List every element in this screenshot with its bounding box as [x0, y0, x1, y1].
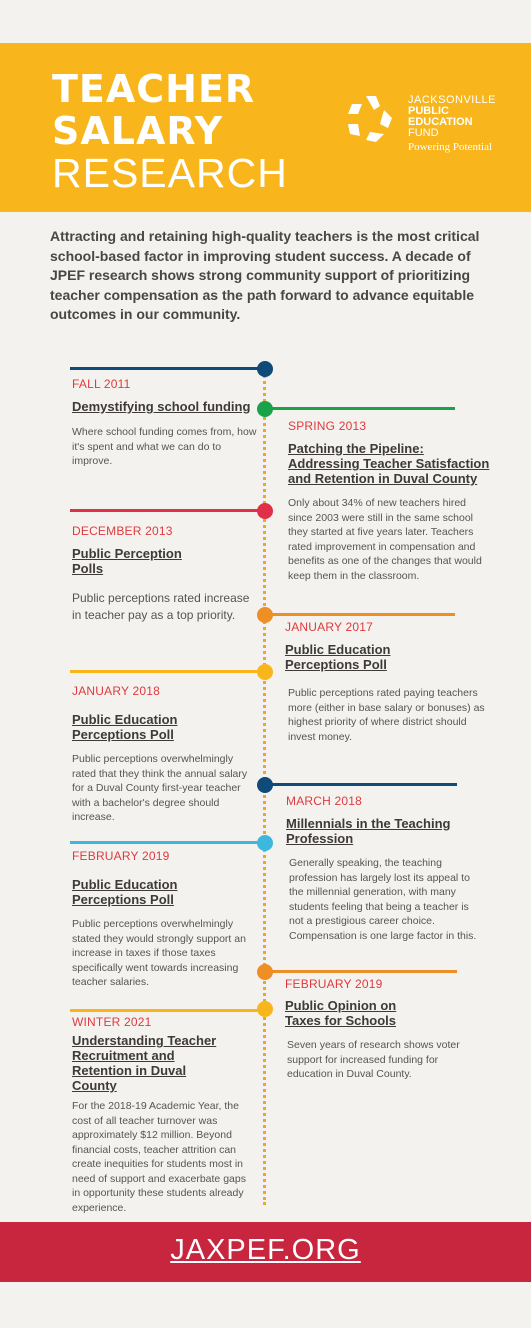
- entry-date: JANUARY 2017: [285, 620, 374, 634]
- timeline-connector: [70, 367, 265, 370]
- entry-description: Seven years of research shows voter support for increased funding for education in Duval County.: [287, 1039, 460, 1080]
- entry-title-link[interactable]: Understanding Teacher Recruitment and Retention in Duval County: [72, 1033, 217, 1093]
- timeline-connector: [265, 613, 455, 616]
- entry-title-link[interactable]: Public Education Perceptions Poll: [72, 877, 178, 907]
- entry-date: FEBRUARY 2019: [72, 849, 170, 863]
- timeline-entry: [288, 419, 493, 583]
- timeline-dot: [257, 401, 273, 417]
- timeline-connector: [70, 1009, 265, 1012]
- entry-date: DECEMBER 2013: [72, 524, 173, 538]
- timeline-entry: [285, 977, 485, 1082]
- timeline-entry: [285, 620, 485, 744]
- entry-date: MARCH 2018: [286, 794, 363, 808]
- entry-title-link[interactable]: Public Education Perceptions Poll: [72, 712, 178, 742]
- timeline-entry: [72, 377, 257, 469]
- timeline-dot: [257, 503, 273, 519]
- entry-title-link[interactable]: Millennials in the Teaching Profession: [286, 816, 451, 846]
- entry-description: Generally speaking, the teaching profession has largely lost its appeal to the millennial generation, with many students feeling that being a teacher is not a prestigious career choice. Compensation is one large factor in this.: [289, 857, 477, 942]
- entry-description: Public perceptions rated paying teachers more (either in base salary or bonuses) as highest priority of where district should invest money.: [288, 687, 485, 743]
- page-title: TEACHER SALARY RESEARCH: [52, 67, 288, 196]
- timeline-entry: [72, 849, 257, 990]
- entry-date: FALL 2011: [72, 377, 131, 391]
- entry-title-link[interactable]: Public Perception Polls: [72, 546, 182, 576]
- entry-date: JANUARY 2018: [72, 684, 161, 698]
- timeline-dot: [257, 1001, 273, 1017]
- timeline-entry: [286, 794, 486, 943]
- entry-date: SPRING 2013: [288, 419, 367, 433]
- entry-title-link[interactable]: Demystifying school funding: [72, 399, 251, 414]
- logo-wordmark: JACKSONVILLE PUBLIC EDUCATION FUND Powering Potential: [408, 94, 496, 153]
- timeline-dot: [257, 607, 273, 623]
- timeline-dot: [257, 964, 273, 980]
- timeline-connector: [265, 783, 457, 786]
- entry-description: For the 2018-19 Academic Year, the cost of all teacher turnover was approximately $12 million. Beyond financial costs, teacher attrition can create inequities for students most in need of support and exacerbate gaps in opportunity these students already experience.: [72, 1100, 246, 1214]
- timeline-dot: [257, 664, 273, 680]
- entry-description: Only about 34% of new teachers hired since 2003 were still in the same school they started at five years later. Teachers rated improvement in compensation and benefits as one of the changes that would keep them in the classroom.: [288, 497, 482, 582]
- entry-date: WINTER 2021: [72, 1015, 152, 1029]
- entry-description: Public perceptions overwhelmingly stated they would strongly support an increase in taxes if those taxes specifically went towards increasing teacher salaries.: [72, 918, 246, 988]
- timeline-connector: [70, 670, 265, 673]
- intro-paragraph: Attracting and retaining high-quality teachers is the most critical school-based factor in improving student success. A decade of JPEF research shows strong community support of prioritizing teacher compensation as the path forward to advance equitable outcomes in our community.: [50, 228, 480, 322]
- entry-title-link[interactable]: Public Education Perceptions Poll: [285, 642, 391, 672]
- timeline-connector: [265, 407, 455, 410]
- timeline-connector: [70, 841, 265, 844]
- entry-description: Public perceptions overwhelmingly rated that they think the annual salary for a Duval County first-year teacher with a bachelor's degree should increase.: [72, 753, 248, 823]
- entry-title-link[interactable]: Patching the Pipeline: Addressing Teacher Satisfaction and Retention in Duval County: [288, 441, 490, 486]
- website-link[interactable]: JAXPEF.ORG: [170, 1234, 361, 1266]
- footer-banner: [0, 1222, 531, 1282]
- timeline-entry: [72, 1015, 257, 1215]
- timeline-entry: [72, 524, 252, 624]
- timeline-dot: [257, 361, 273, 377]
- entry-date: FEBRUARY 2019: [285, 977, 383, 991]
- timeline-dot: [257, 777, 273, 793]
- entry-description: Where school funding comes from, how it's spent and what we can do to improve.: [72, 426, 257, 467]
- timeline-entry: [72, 684, 257, 825]
- timeline-connector: [265, 970, 457, 973]
- entry-title-link[interactable]: Public Opinion on Taxes for Schools: [285, 998, 397, 1028]
- timeline-dot: [257, 835, 273, 851]
- timeline-connector: [70, 509, 265, 512]
- entry-description: Public perceptions rated increase in teacher pay as a top priority.: [72, 591, 250, 622]
